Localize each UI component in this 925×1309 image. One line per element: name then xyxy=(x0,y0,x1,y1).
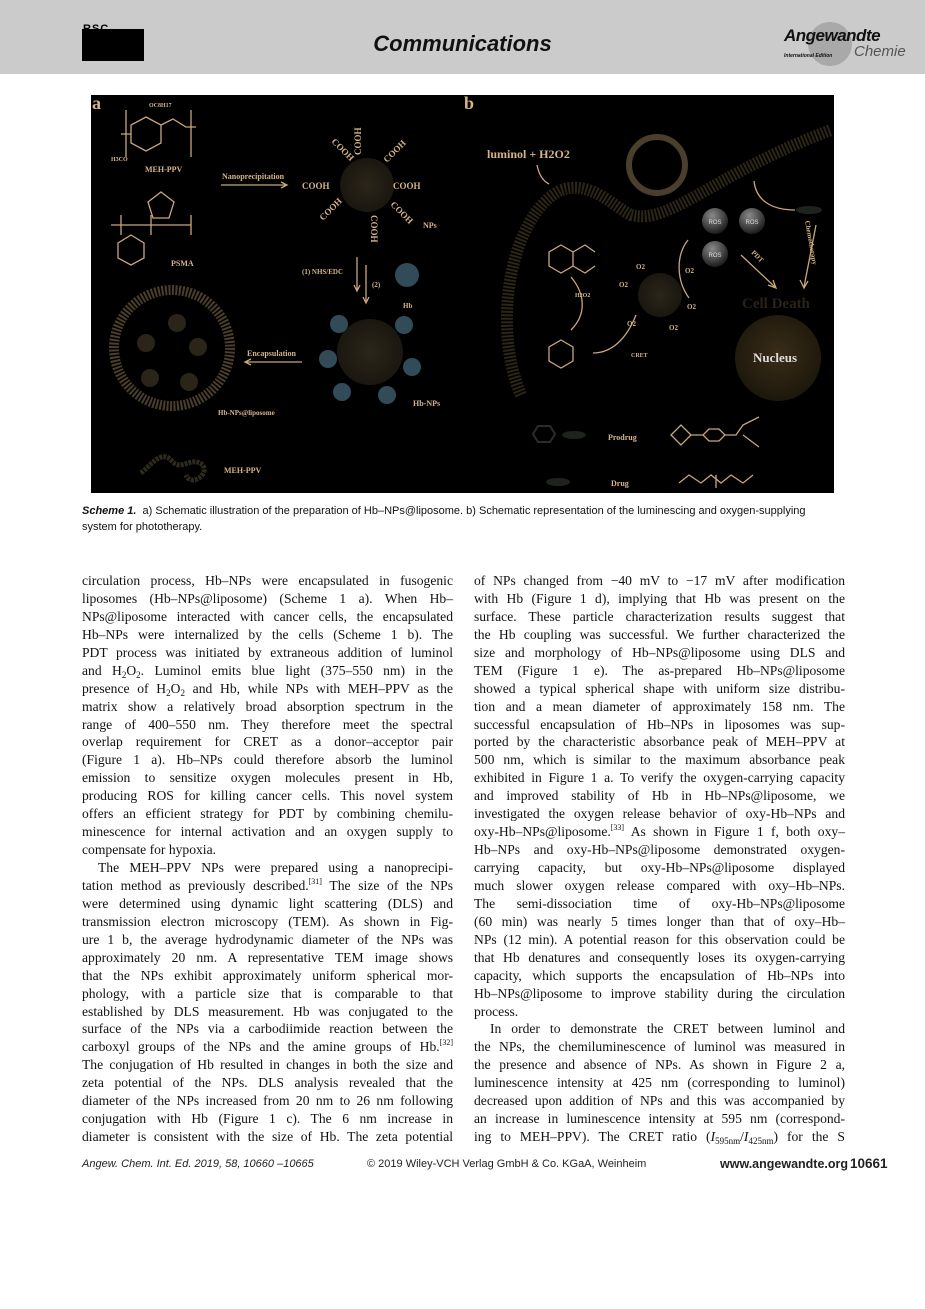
meh-ppv-substituent-2: H3CO xyxy=(111,157,128,163)
text-line: oxy-Hb–NPs@liposome.[33] As shown in Figure 1 f, both oxy– xyxy=(474,823,845,840)
body-column-left xyxy=(82,572,453,1146)
text-line: zeta potential of the NPs. DLS analysis revealed that the xyxy=(82,1075,453,1091)
text-line: were determined using dynamic light scattering (DLS) and xyxy=(82,895,453,911)
panel-b-label: b xyxy=(464,95,475,113)
caption-text: a) Schematic illustration of the preparation of Hb–NPs@liposome. b) Schematic representation of the luminescing and oxygen-supplying system for phototherapy. xyxy=(82,505,806,533)
svg-text:ROS: ROS xyxy=(708,253,722,259)
svg-text:O2: O2 xyxy=(619,281,628,289)
text-line: and $H_2O_2$. Luminol emits blue light (375–550 nm) in the xyxy=(82,662,453,680)
text-line: circulation process, Hb–NPs were encapsulated in fusogenic xyxy=(82,573,453,588)
text-line: (60 min) was nearly 5 times longer than that of oxy–Hb– xyxy=(474,913,845,929)
section-title: Communications xyxy=(373,31,552,56)
text-line: offers an efficient strategy for PDT by combining chemilu- xyxy=(82,806,453,822)
hb-np-center xyxy=(638,273,682,317)
caption-label: Scheme 1. xyxy=(82,505,137,517)
scheme-figure xyxy=(91,95,834,493)
text-line: TEM (Figure 1 e). The as-prepared Hb–NPs@liposome xyxy=(474,662,845,678)
text-line: The MEH–PPV NPs were prepared using a nanoprecipi- xyxy=(98,860,453,875)
text-line: diameter of the NPs increased from 20 nm to 26 nm following xyxy=(82,1093,453,1109)
publisher-logo-text: RSC xyxy=(83,23,110,35)
text-line: diameter is consistent with the size of Hb. The zeta potential xyxy=(82,1129,453,1145)
text-line: approximately 20 nm. A representative TEM image shows xyxy=(82,949,453,965)
text-line: Hb–NPs and oxy-Hb–NPs@liposome demonstrated oxygen- xyxy=(474,842,845,858)
cooh-label: COOH xyxy=(302,181,330,191)
nanoprecipitation-label: Nanoprecipitation xyxy=(222,172,285,181)
text-line: range of 400–550 nm. They therefore meet the spectral xyxy=(82,716,453,732)
text-line: surface. These particle characterization results suggest that xyxy=(474,608,845,624)
hb-nps-particle xyxy=(319,315,421,404)
text-line: that Hb denatures and consequently loses its oxygen-carrying xyxy=(474,949,845,965)
text-line: process. xyxy=(474,1003,519,1019)
luminol-label: luminol + H2O2 xyxy=(487,147,570,161)
text-line: producing ROS for killing cancer cells. This novel system xyxy=(82,788,453,804)
text-line: NPs@liposome interacted with cancer cells, the encapsulated xyxy=(82,608,453,624)
text-line: luminescence intensity at 425 nm (corresponding to luminol) xyxy=(474,1075,845,1091)
journal-name: Angewandte xyxy=(784,26,881,45)
h2o2-label: H2O2 xyxy=(575,293,591,299)
text-line: ure 1 b, the average hydrodynamic diameter of the NPs was xyxy=(82,931,453,947)
encapsulation-label: Encapsulation xyxy=(247,349,296,358)
text-line: The conjugation of Hb resulted in changes in both the size and xyxy=(82,1057,453,1073)
text-line: investigated the oxygen release behavior of oxy-Hb–NPs and xyxy=(474,806,845,822)
text-line: size and morphology of Hb–NPs@liposome using DLS and xyxy=(474,644,845,660)
pdt-label: PDT xyxy=(749,248,766,265)
text-line: ing to MEH–PPV). The CRET ratio $(I_{595nm}/I_{425nm})$ for the S xyxy=(474,1129,845,1147)
text-line: matrix show a relatively broad absorption spectrum in the xyxy=(82,698,453,714)
text-line: of NPs changed from −40 mV to −17 mV after modification xyxy=(474,573,845,588)
text-line: established by DLS measurement. Hb was conjugated to the xyxy=(82,1003,453,1019)
cooh-label: COOH xyxy=(353,127,363,155)
text-line: ported by the characteristic absorbance peak of MEH–PPV at xyxy=(474,734,845,750)
cooh-label: COOH xyxy=(393,181,421,191)
text-line: that the NPs exhibit approximately uniform spherical mor- xyxy=(82,967,453,983)
arrow-icon xyxy=(754,181,795,210)
text-line: compensate for hypoxia. xyxy=(82,842,217,858)
step-1-label: (1) NHS/EDC xyxy=(302,268,344,276)
scheme-caption xyxy=(82,503,832,535)
svg-text:O2: O2 xyxy=(685,267,694,275)
svg-text:O2: O2 xyxy=(627,320,636,328)
meh-ppv-substituent: OC8H17 xyxy=(149,103,172,109)
text-line: (Figure 1 a). Hb–NPs could therefore absorb the luminol xyxy=(82,752,453,768)
cooh-label: COOH xyxy=(369,215,379,243)
hb-label: Hb xyxy=(403,302,413,310)
text-line: Hb–NPs were internalized by the cells (Scheme 1 b). The xyxy=(82,626,453,642)
journal-logo xyxy=(780,22,905,68)
text-line: carboxyl groups of the NPs and the amine groups of Hb.[32] xyxy=(82,1038,453,1055)
hb-nps-label: Hb-NPs xyxy=(413,399,441,408)
nps-particle xyxy=(302,127,421,242)
prodrug-label: Prodrug xyxy=(608,433,637,442)
text-line: Hb–NPs@liposome to improve stability during the circulation xyxy=(474,985,845,1001)
cooh-label: COOH xyxy=(381,137,408,165)
panel-a-label: a xyxy=(92,95,101,113)
psma-structure xyxy=(111,192,191,265)
text-line: an increase in luminescence intensity at 595 nm (correspond- xyxy=(474,1111,845,1127)
chemotherapy-label: Chemotherapy xyxy=(803,219,819,266)
text-line: The semi-dissociation time of oxy-Hb–NPs@liposome xyxy=(474,895,845,911)
cooh-label: COOH xyxy=(329,136,357,163)
psma-label: PSMA xyxy=(171,259,194,268)
meh-ppv-structure xyxy=(111,103,196,163)
text-line: the NPs, the chemiluminescence of luminol was measured in xyxy=(474,1039,845,1055)
luminol-structure xyxy=(549,245,636,368)
cooh-label: COOH xyxy=(317,195,344,223)
arrow-icon xyxy=(245,359,302,365)
text-line: the Hb coupling was successful. We further characterized the xyxy=(474,626,845,642)
text-line: NPs (12 min). A potential reason for this observation could be xyxy=(474,931,845,947)
text-line: PDT process was initiated by extraneous addition of luminol xyxy=(82,644,453,660)
text-line: tion and a mean diameter of approximately 158 nm. The xyxy=(474,698,845,714)
drug-legend-icon xyxy=(546,478,570,486)
prodrug-structure xyxy=(671,417,759,447)
liposome-icon xyxy=(629,137,685,193)
text-line: tation method as previously described.[31] The size of the NPs xyxy=(82,876,453,893)
drug-structure xyxy=(679,475,753,488)
text-line: carrying capacity, but oxy-Hb–NPs@liposome displayed xyxy=(474,860,845,875)
text-line: and improved stability of Hb in Hb–NPs@liposome, we xyxy=(474,788,845,804)
hb-nps-liposome-label: Hb-NPs@liposome xyxy=(218,409,275,417)
text-line: the presence and absence of NPs. As shown in Figure 2 a, xyxy=(474,1057,845,1073)
text-line: with Hb (Figure 1 d), implying that Hb was present on the xyxy=(474,590,845,606)
scheme-svg xyxy=(91,95,834,493)
website-link[interactable]: www.angewandte.org xyxy=(720,1157,849,1171)
body-column-right xyxy=(474,572,845,1146)
text-line: capacity, which supports the encapsulation of Hb–NPs into xyxy=(474,967,845,983)
text-line: conjugation with Hb (Figure 1 c). The 6 nm increase in xyxy=(82,1111,453,1127)
text-line: decreased upon addition of NPs and this was accompanied by xyxy=(474,1093,845,1109)
text-line: overlap requirement for CRET as a donor–acceptor pair xyxy=(82,734,453,750)
page-header xyxy=(0,0,925,74)
citation: Angew. Chem. Int. Ed. 2019, 58, 10660 –10665 xyxy=(82,1158,314,1170)
prodrug-icon xyxy=(533,426,555,442)
text-line: In order to demonstrate the CRET between luminol and xyxy=(490,1021,845,1037)
text-line: surface of the NPs via a carbodiimide reaction between the xyxy=(82,1021,453,1037)
nps-label: NPs xyxy=(423,221,437,230)
text-line: minescence for internal activation and an oxygen supply to xyxy=(82,824,453,840)
drug-icon xyxy=(796,206,822,214)
liposome xyxy=(114,290,230,406)
svg-text:O2: O2 xyxy=(636,263,645,271)
nucleus-label: Nucleus xyxy=(753,350,798,365)
svg-text:ROS: ROS xyxy=(745,220,759,226)
meh-ppv-chain-icon xyxy=(141,457,204,480)
text-line: phology, with a particle size that is comparable to that xyxy=(82,985,453,1001)
text-line: showed a typical spherical shape with uniform size distribu- xyxy=(474,680,845,696)
drug-label: Drug xyxy=(611,479,629,488)
text-line: emission to sensitize oxygen molecules present in Hb, xyxy=(82,770,453,786)
arrow-icon xyxy=(537,165,549,184)
hb-protein xyxy=(395,263,419,287)
prodrug-tail-icon xyxy=(562,431,586,439)
svg-text:ROS: ROS xyxy=(708,220,722,226)
meh-ppv-label: MEH-PPV xyxy=(145,165,183,174)
svg-text:O2: O2 xyxy=(669,324,678,332)
text-line: exhibited in Figure 1 a. To verify the oxygen-carrying capacity xyxy=(474,770,845,786)
page-number: 10661 xyxy=(850,1156,888,1171)
text-line: liposomes (Hb–NPs@liposome) (Scheme 1 a). When Hb– xyxy=(82,590,453,606)
text-line: successful encapsulation of Hb–NPs in liposomes was sup- xyxy=(474,716,845,732)
step-2-label: (2) xyxy=(372,281,381,289)
journal-sub: Chemie xyxy=(854,43,906,60)
copyright: © 2019 Wiley-VCH Verlag GmbH & Co. KGaA, Weinheim xyxy=(367,1158,647,1170)
text-line: 500 nm, which is similar to the maximum absorbance peak xyxy=(474,752,845,768)
arrow-icon xyxy=(221,182,287,188)
cell-death-label: Cell Death xyxy=(742,296,810,312)
journal-edition: International Edition xyxy=(784,53,833,59)
arrow-icon xyxy=(354,257,369,303)
text-line: transmission electron microscopy (TEM). As shown in Fig- xyxy=(82,913,453,929)
cooh-label: COOH xyxy=(388,199,416,226)
cret-label: CRET xyxy=(631,353,648,359)
svg-text:O2: O2 xyxy=(687,303,696,311)
text-line: presence of $H_2O_2$ and Hb, while NPs with MEH–PPV as the xyxy=(82,680,453,698)
meh-ppv-legend-label: MEH-PPV xyxy=(224,466,262,475)
text-line: much slower oxygen release compared with oxy–Hb–NPs. xyxy=(474,877,845,893)
